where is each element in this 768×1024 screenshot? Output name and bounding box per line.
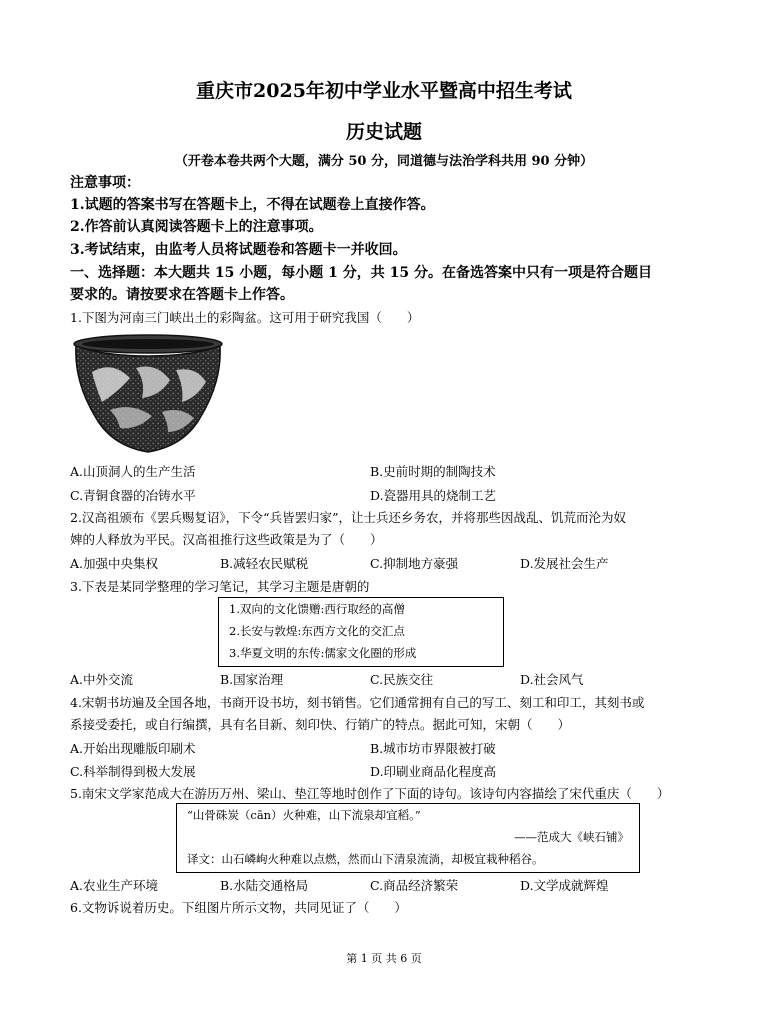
question-1-option-a[interactable]: A.山顶洞人的生产生活 bbox=[70, 464, 196, 479]
question-3-notes-box bbox=[218, 597, 504, 667]
page-footer: 第 1 页 共 6 页 bbox=[346, 952, 422, 965]
question-2-stem-line1: 2.汉高祖颁布《罢兵赐复诏》，下令“兵皆罢归家”，让士兵还乡务农，并将那些因战乱、饥荒而沦为奴 bbox=[70, 510, 626, 525]
question-2-option-c[interactable]: C.抑制地方豪强 bbox=[370, 556, 459, 571]
question-3-stem: 3.下表是某同学整理的学习笔记，其学习主题是唐朝的 bbox=[70, 579, 370, 594]
section-heading-line2: 要求的。请按要求在答题卡上作答。 bbox=[70, 287, 294, 303]
poem-line: “山骨硃炭（cān）火种难，山下流泉却宜稻。” bbox=[187, 808, 421, 822]
painted-pottery-basin-image bbox=[72, 332, 224, 458]
poem-attribution: ——范成大《峡石铺》 bbox=[514, 830, 629, 844]
question-5-stem: 5.南宋文学家范成大在游历万州、梁山、垫江等地时创作了下面的诗句。该诗句内容描绘了宋代重庆（ ） bbox=[70, 786, 670, 801]
notice-item-3: 3.考试结束，由监考人员将试题卷和答题卡一并收回。 bbox=[70, 242, 407, 258]
question-3-option-b[interactable]: B.国家治理 bbox=[220, 672, 284, 687]
question-4-option-a[interactable]: A.开始出现雕版印刷术 bbox=[70, 741, 196, 756]
question-2-option-a[interactable]: A.加强中央集权 bbox=[70, 556, 159, 571]
question-2-option-b[interactable]: B.减轻农民赋税 bbox=[220, 556, 309, 571]
notice-item-2: 2.作答前认真阅读答题卡上的注意事项。 bbox=[70, 219, 323, 235]
question-1-option-c[interactable]: C.青铜食器的冶铸水平 bbox=[70, 488, 196, 503]
question-1-option-b[interactable]: B.史前时期的制陶技术 bbox=[370, 464, 496, 479]
notes-line-3: 3.华夏文明的东传:儒家文化圈的形成 bbox=[229, 646, 417, 660]
notice-heading: 注意事项： bbox=[70, 175, 140, 191]
question-4-stem-line2: 系接受委托，或自行编撰，具有名目新、刻印快、行销广的特点。据此可知，宋朝（ ） bbox=[70, 717, 571, 732]
notice-item-1: 1.试题的答案书写在答题卡上，不得在试题卷上直接作答。 bbox=[70, 197, 435, 213]
notes-line-1: 1.双向的文化馈赠:西行取经的高僧 bbox=[229, 602, 405, 616]
question-2-option-d[interactable]: D.发展社会生产 bbox=[520, 556, 609, 571]
question-3-option-c[interactable]: C.民族交往 bbox=[370, 672, 434, 687]
question-4-stem-line1: 4.宋朝书坊遍及全国各地，书商开设书坊，刻书销售。它们通常拥有自己的写工、刻工和印工，其刻书或 bbox=[70, 695, 645, 710]
question-5-option-a[interactable]: A.农业生产环境 bbox=[70, 878, 159, 893]
question-1-stem: 1.下图为河南三门峡出土的彩陶盆。这可用于研究我国（ ） bbox=[70, 310, 420, 325]
question-5-option-d[interactable]: D.文学成就辉煌 bbox=[520, 878, 609, 893]
question-3-option-d[interactable]: D.社会风气 bbox=[520, 672, 584, 687]
subject-title: 历史试题 bbox=[345, 121, 422, 143]
section-heading-line1: 一、选择题：本大题共 15 小题，每小题 1 分，共 15 分。在备选答案中只有一项是符合题目 bbox=[70, 265, 652, 281]
question-4-option-d[interactable]: D.印刷业商品化程度高 bbox=[370, 764, 497, 779]
question-2-stem-line2: 婢的人释放为平民。汉高祖推行这些政策是为了（ ） bbox=[70, 532, 383, 547]
exam-title: 重庆市2025年初中学业水平暨高中招生考试 bbox=[196, 80, 572, 102]
question-6-stem: 6.文物诉说着历史。下组图片所示文物，共同见证了（ ） bbox=[70, 900, 407, 915]
question-3-option-a[interactable]: A.中外交流 bbox=[70, 672, 134, 687]
question-4-option-c[interactable]: C.科举制得到极大发展 bbox=[70, 764, 196, 779]
question-1-option-d[interactable]: D.瓷器用具的烧制工艺 bbox=[370, 488, 497, 503]
exam-note: （开卷本卷共两个大题，满分 50 分，同道德与法治学科共用 90 分钟） bbox=[174, 154, 594, 169]
poem-translation: 译文：山石嶙峋火种难以点燃，然而山下清泉流淌，却极宜栽种稻谷。 bbox=[187, 852, 544, 866]
notes-line-2: 2.长安与敦煌:东西方文化的交汇点 bbox=[229, 624, 405, 638]
question-5-option-c[interactable]: C.商品经济繁荣 bbox=[370, 878, 459, 893]
question-4-option-b[interactable]: B.城市坊市界限被打破 bbox=[370, 741, 496, 756]
question-5-option-b[interactable]: B.水陆交通格局 bbox=[220, 878, 309, 893]
question-5-poem-box bbox=[176, 803, 640, 873]
